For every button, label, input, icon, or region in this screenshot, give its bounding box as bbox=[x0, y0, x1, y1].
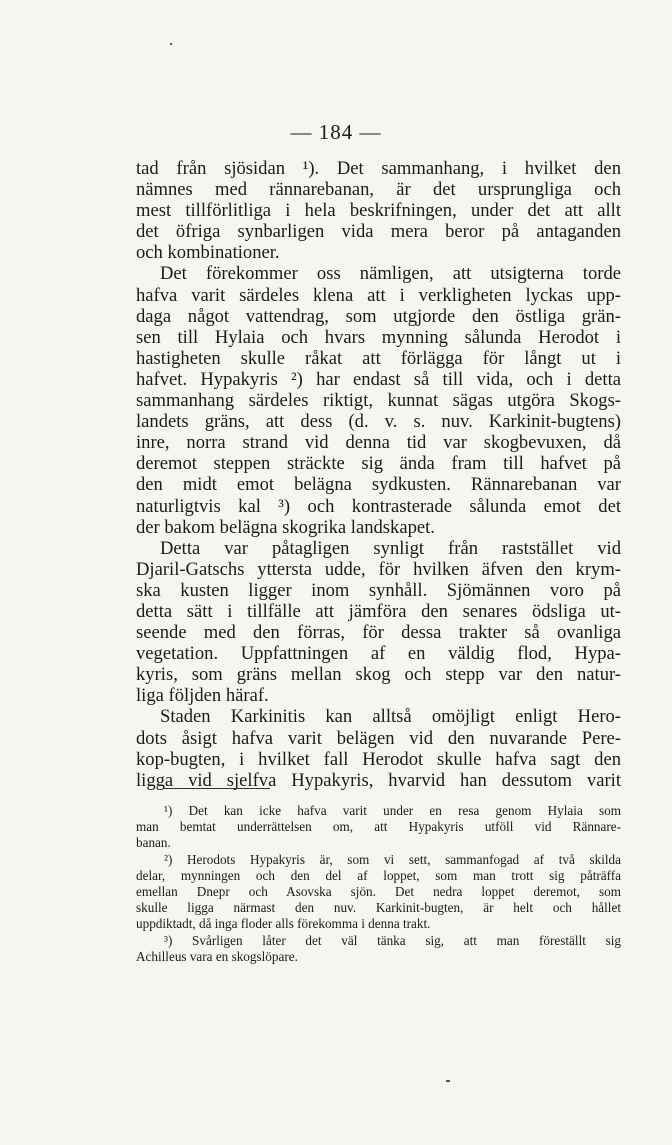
text-line: inre, norra strand vid denna tid var skogbevuxen, då bbox=[136, 432, 621, 454]
text-line: deremot steppen sträckte sig ända fram till hafvet på bbox=[136, 453, 621, 475]
text-line: landets gräns, att dess (d. v. s. nuv. Karkinit-bugtens) bbox=[136, 411, 621, 433]
text-line: vegetation. Uppfattningen af en väldig flod, Hypa- bbox=[136, 643, 621, 665]
text-line: liga följden häraf. bbox=[136, 685, 269, 707]
footnote-line: banan. bbox=[136, 835, 171, 851]
text-line: detta sätt i tillfälle att jämföra den senares ödsliga ut- bbox=[136, 600, 621, 622]
text-line: mest tillförlitliga i hela beskrifningen, under det att allt bbox=[136, 200, 621, 222]
footnote-line: delar, mynningen och den del af loppet, som man trott sig påträffa bbox=[136, 867, 621, 883]
text-line: hafvet. Hypakyris ²) har endast så till vida, och i detta bbox=[136, 368, 621, 390]
text-line: kop-bugten, i hvilket fall Herodot skulle hafva sagt den bbox=[136, 748, 621, 770]
text-line: nämnes med rännarebanan, är det ursprungliga och bbox=[136, 179, 621, 201]
text-line: daga något vattendrag, som utgjorde den östliga grän- bbox=[136, 305, 621, 327]
footnote-line: Achilleus vara en skogslöpare. bbox=[136, 948, 298, 964]
text-line: och kombinationer. bbox=[136, 242, 280, 264]
text-line: dots åsigt hafva varit belägen vid den nuvarande Pere- bbox=[136, 727, 621, 749]
footnote-line: skulle ligga närmast den nuv. Karkinit-bugten, är helt och hållet bbox=[136, 900, 621, 916]
text-line: hastigheten skulle råkat att förlägga för långt ut i bbox=[136, 347, 621, 369]
text-line: tad från sjösidan ¹). Det sammanhang, i hvilket den bbox=[136, 158, 621, 179]
page-speck bbox=[170, 43, 172, 45]
text-line: kyris, som gräns mellan skog och stepp var den natur- bbox=[136, 664, 621, 686]
text-line: Detta var påtagligen synligt från raststället vid bbox=[160, 537, 621, 559]
footnote-line: man bemtat underrättelsen om, att Hypakyris utföll vid Rännare- bbox=[136, 819, 621, 835]
text-line: naturligtvis kal ³) och kontrasterade sålunda emot det bbox=[136, 495, 621, 517]
footnotes bbox=[136, 803, 621, 965]
footnote-line: emellan Dnepr och Asovska sjön. Det nedra loppet deremot, som bbox=[136, 883, 621, 899]
text-line: seende med den förras, för dessa trakter så ovanliga bbox=[136, 622, 621, 644]
footnote-rule bbox=[163, 788, 270, 789]
footnote-line: ²) Herodots Hypakyris är, som vi sett, sammanfogad af två skilda bbox=[164, 851, 621, 867]
text-line: sammanhang särdeles riktigt, kunnat sägas utgöra Skogs- bbox=[136, 390, 621, 412]
text-line: Djaril-Gatschs yttersta udde, för hvilken äfven den krym- bbox=[136, 558, 621, 580]
text-line: Staden Karkinitis kan alltså omöjligt enligt Hero- bbox=[160, 706, 621, 728]
text-line: der bakom belägna skogrika landskapet. bbox=[136, 516, 435, 538]
body-text bbox=[136, 158, 621, 791]
text-line: ska kusten ligger inom synhåll. Sjömännen voro på bbox=[136, 579, 621, 601]
text-line: det öfriga synbarligen vida mera beror på antaganden bbox=[136, 221, 621, 243]
text-line: den midt emot belägna sydkusten. Rännarebanan var bbox=[136, 474, 621, 496]
text-line: ligga vid sjelfva Hypakyris, hvarvid han dessutom varit bbox=[136, 769, 621, 791]
footnote-line: ¹) Det kan icke hafva varit under en resa genom Hylaia som bbox=[164, 803, 621, 818]
page-number: — 184 — bbox=[290, 120, 382, 144]
text-line: Det förekommer oss nämligen, att utsigterna torde bbox=[160, 263, 621, 285]
footnote-line: ³) Svårligen låter det väl tänka sig, att man föreställt sig bbox=[164, 932, 621, 948]
text-line: sen till Hylaia och hvars mynning sålunda Herodot i bbox=[136, 326, 621, 348]
page-speck bbox=[446, 1080, 450, 1082]
text-line: hafva varit särdeles klena att i verkligheten lyckas upp- bbox=[136, 284, 621, 306]
footnote-line: uppdiktadt, då inga floder alls förekomma i denna trakt. bbox=[136, 916, 431, 932]
